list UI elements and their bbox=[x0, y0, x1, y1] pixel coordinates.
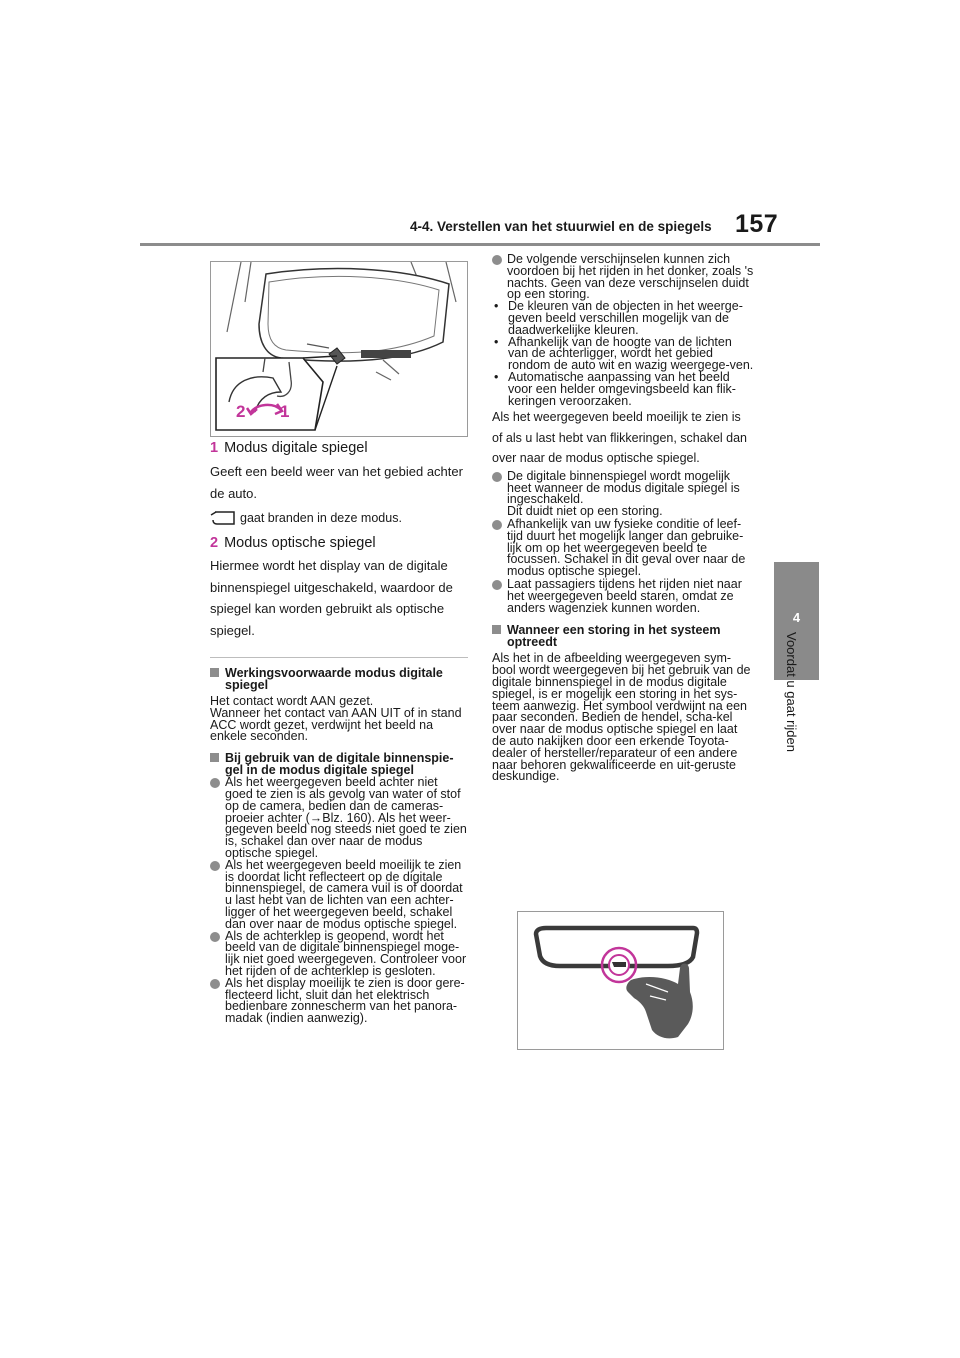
item-text: Geeft een beeld weer van het gebied achter de auto. bbox=[210, 464, 463, 501]
mirror-warning-illustration bbox=[518, 912, 723, 1049]
indicator-row bbox=[210, 510, 468, 526]
right-column bbox=[492, 254, 754, 783]
note-heading: Wanneer een storing in het systeem optreedt bbox=[492, 624, 754, 648]
page-number: 157 bbox=[735, 210, 779, 238]
mirror-lever-illustration bbox=[211, 262, 467, 436]
note-body: Het contact wordt AAN gezet. Wanneer het contact van AAN UIT of in stand ACC wordt gezet, verdwijnt het beeld na enkele seconden. bbox=[210, 694, 462, 744]
note-sub-item: • De kleuren van de objecten in het weerge-geven beeld verschillen mogelijk van de daadwerkelijke kleuren. bbox=[494, 299, 743, 337]
note-bullet: De digitale binnenspiegel wordt mogelijk heet wanneer de modus digitale spiegel is ingeschakeld. Dit duidt niet op een storing. bbox=[492, 471, 754, 518]
note-bullet: Laat passagiers tijdens het rijden niet naar het weergegeven beeld staren, omdat ze anders wagenziek kunnen worden. bbox=[492, 579, 754, 614]
item-title: Modus optische spiegel bbox=[224, 535, 376, 551]
note-bullet: Als het display moeilijk te zien is door gere-flecteerd licht, sluit dan het elektrisch bedienbare zonnescherm van het panora-madak (indien aanwezig). bbox=[210, 978, 468, 1025]
note-bullet: De volgende verschijnselen kunnen zich voordoen bij het rijden in het donker, zoals 's nachts. Geen van deze verschijnselen duidt op een storing. bbox=[492, 254, 754, 301]
note-paragraph: Als het weergegeven beeld moeilijk te zien is of als u last hebt van flikkeringen, schakel dan over naar de modus optische spiegel. bbox=[492, 410, 748, 466]
mode-item-2 bbox=[210, 535, 468, 551]
note-bullet: Afhankelijk van uw fysieke conditie of leef-tijd duurt het mogelijk langer dan gebruike-lijk om op het weergegeven beeld te focussen. Schakel in dit geval over naar de modus optische spiegel. bbox=[492, 519, 754, 578]
note-heading: Bij gebruik van de digitale binnenspie-gel in de modus digitale spiegel bbox=[210, 752, 468, 776]
note-bullet: Als de achterklep is geopend, wordt het beeld van de digitale binnenspiegel moge-lijk niet goed weergegeven. Controleer voor het rijden of de achterklep is gesloten. bbox=[210, 931, 468, 978]
indicator-text: gaat branden in deze modus. bbox=[240, 511, 402, 525]
callout-2: 2 bbox=[236, 402, 246, 421]
note-body: Als het in de afbeelding weergegeven sym-bool wordt weergegeven bij het gebruik van de digitale binnenspiegel in de modus digitale spiegel, is er mogelijk een storing in het sys-teem aanwezig. Het symbool verdwijnt na een paar seconden. Bedien de hendel, scha-kel over naar de modus optische spiegel en laat de auto nakijken door een erkende Toyota-dealer of hersteller/reparateur of een andere naar behoren gekwalificeerde en uit-geruste deskundige. bbox=[492, 651, 751, 784]
mirror-lever-figure bbox=[210, 261, 468, 437]
mode-item-1 bbox=[210, 440, 468, 456]
note-sub-item: • Afhankelijk van de hoogte van de lichten van de achterligger, wordt het gebied rondom de auto wit en wazig weergege-ven. bbox=[494, 334, 754, 373]
note-bullet: Als het weergegeven beeld achter niet goed te zien is als gevolg van water of stof op de camera, bedien dan de cameras-proeier achter (→Blz. 160). Als het weer-gegeven beeld nog steeds niet goed te zien is, schakel dan over naar de modus optische spiegel. bbox=[210, 777, 468, 860]
note-bullet: Als het weergegeven beeld moeilijk te zien is doordat licht reflecteert op de digitale binnenspiegel, de camera vuil is of doordat u last hebt van de lichten van een achter-ligger of het weergegeven beeld, schakel dan over naar de modus optische spiegel. bbox=[210, 860, 468, 931]
item-text: Hiermee wordt het display van de digitale binnenspiegel uitgeschakeld, waardoor de spiegel kan worden gebruikt als optische spiegel. bbox=[210, 558, 453, 638]
mirror-warning-figure bbox=[517, 911, 724, 1050]
divider bbox=[210, 657, 468, 658]
note-heading: Werkingsvoorwaarde modus digitale spiegel bbox=[210, 667, 468, 691]
left-column bbox=[210, 440, 468, 1025]
note-sub-item: • Automatische aanpassing van het beeld voor een helder omgevingsbeeld kan flik-keringen veroorzaken. bbox=[494, 369, 736, 408]
item-number: 2 bbox=[210, 535, 219, 551]
chapter-label: Voordat u gaat rijden bbox=[784, 632, 799, 752]
chapter-number: 4 bbox=[792, 610, 801, 625]
header-rule bbox=[140, 243, 820, 246]
digital-mirror-indicator-icon bbox=[210, 510, 236, 526]
item-title: Modus digitale spiegel bbox=[224, 440, 368, 456]
section-title: 4-4. Verstellen van het stuurwiel en de spiegels bbox=[410, 219, 712, 234]
item-number: 1 bbox=[210, 440, 219, 456]
callout-1: 1 bbox=[280, 402, 290, 421]
